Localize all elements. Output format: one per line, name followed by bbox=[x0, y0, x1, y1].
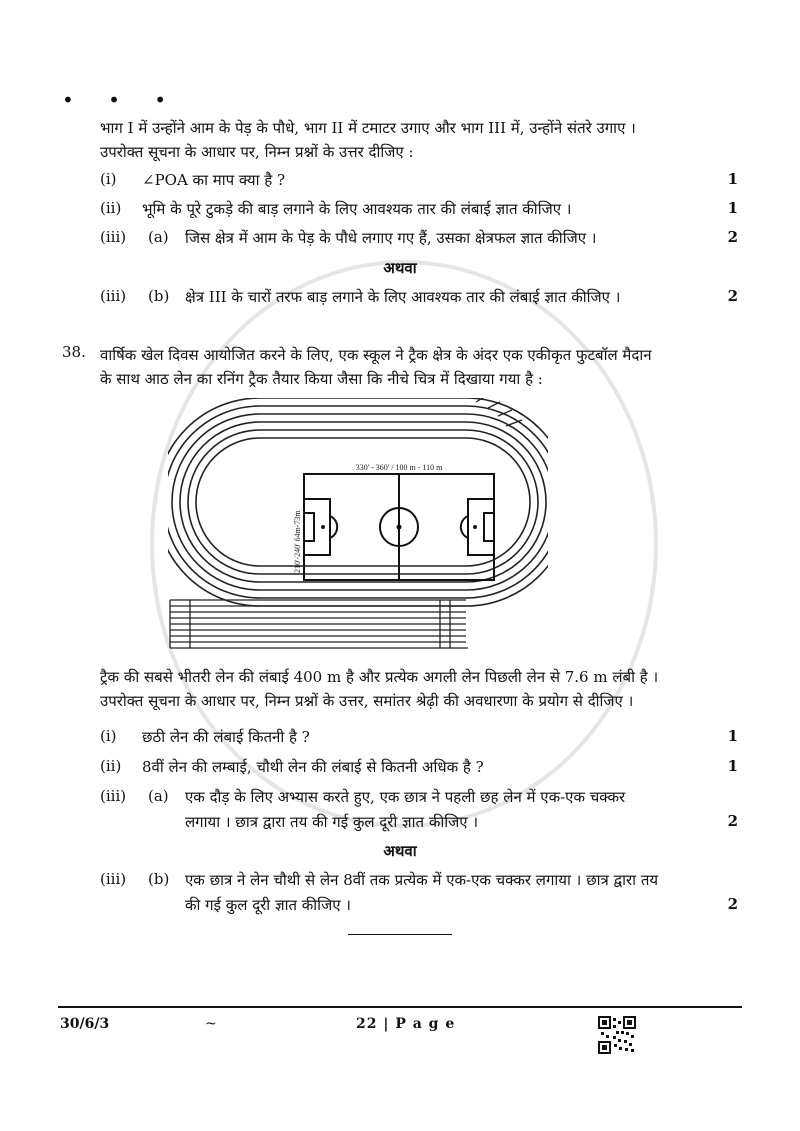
item-marks: 1 bbox=[727, 727, 738, 745]
q37-item-ii bbox=[100, 199, 740, 223]
q37-item-iii-b bbox=[100, 287, 740, 311]
item-number: (iii) bbox=[100, 287, 127, 305]
footer-tilde: ~ bbox=[205, 1016, 217, 1032]
penalty-spot-left bbox=[321, 525, 325, 529]
item-text: भूमि के पूरे टुकड़े की बाड़ लगाने के लिए आवश्यक तार की लंबाई ज्ञात कीजिए । bbox=[142, 200, 572, 218]
item-number: (ii) bbox=[100, 199, 122, 217]
q38-intro bbox=[100, 343, 740, 391]
q38-item-ii bbox=[100, 757, 740, 781]
page-number: 22 | P a g e bbox=[356, 1016, 456, 1032]
item-text-line2: की गई कुल दूरी ज्ञात कीजिए । bbox=[185, 896, 351, 914]
item-number: (i) bbox=[100, 170, 117, 188]
item-sub-number: (a) bbox=[148, 228, 169, 246]
field-width-label: 210'-240' 64m-73m bbox=[293, 510, 302, 573]
header-dots: • • • bbox=[62, 88, 181, 112]
item-text: 8वीं लेन की लम्बाई, चौथी लेन की लंबाई से कितनी अधिक है ? bbox=[142, 758, 484, 776]
q38-item-i bbox=[100, 727, 740, 751]
item-sub-number: (b) bbox=[148, 870, 170, 888]
end-rule bbox=[348, 934, 452, 935]
q37-item-iii-a bbox=[100, 228, 740, 252]
q37-intro-line1: भाग I में उन्होंने आम के पेड़ के पौधे, भाग II में टमाटर उगाए और भाग III में, उन्होंने संतरे उगाए । bbox=[100, 119, 636, 137]
field-length-label: 330' - 360' / 100 m - 110 m bbox=[355, 463, 443, 472]
running-track-figure bbox=[168, 398, 548, 650]
item-text-line2: लगाया । छात्र द्वारा तय की गई कुल दूरी ज्ञात कीजिए । bbox=[185, 813, 479, 831]
q37-item-i bbox=[100, 170, 740, 194]
q38-item-iii-a bbox=[100, 787, 740, 835]
item-number: (iii) bbox=[100, 870, 127, 888]
q38-info bbox=[100, 665, 740, 713]
track-lanes bbox=[168, 398, 548, 606]
item-marks: 1 bbox=[727, 757, 738, 775]
item-text: क्षेत्र III के चारों तरफ बाड़ लगाने के लिए आवश्यक तार की लंबाई ज्ञात कीजिए । bbox=[185, 288, 621, 306]
paper-code: 30/6/3 bbox=[60, 1016, 110, 1032]
qr-code-icon bbox=[598, 1016, 636, 1054]
item-marks: 2 bbox=[727, 895, 738, 913]
straight-lanes bbox=[170, 600, 468, 648]
item-number: (iii) bbox=[100, 228, 127, 246]
item-sub-number: (b) bbox=[148, 287, 170, 305]
item-sub-number: (a) bbox=[148, 787, 169, 805]
item-text: छठी लेन की लंबाई कितनी है ? bbox=[142, 728, 310, 746]
center-spot bbox=[397, 525, 402, 530]
q38-or-label: अथवा bbox=[383, 842, 417, 860]
penalty-spot-right bbox=[473, 525, 477, 529]
item-number: (i) bbox=[100, 727, 117, 745]
item-marks: 2 bbox=[727, 287, 738, 305]
item-text: जिस क्षेत्र में आम के पेड़ के पौधे लगाए गए हैं, उसका क्षेत्रफल ज्ञात कीजिए । bbox=[185, 229, 597, 247]
q38-info-line2: उपरोक्त सूचना के आधार पर, निम्न प्रश्नों के उत्तर, समांतर श्रेढ़ी की अवधारणा के प्रयोग से दीजिए । bbox=[100, 692, 634, 710]
item-text-line1: एक छात्र ने लेन चौथी से लेन 8वीं तक प्रत्येक में एक-एक चक्कर लगाया । छात्र द्वारा तय bbox=[185, 871, 659, 889]
question-number-38: 38. bbox=[62, 343, 86, 361]
footer-rule bbox=[58, 1006, 742, 1008]
q38-item-iii-b bbox=[100, 870, 740, 918]
q38-intro-line2: के साथ आठ लेन का रनिंग ट्रैक तैयार किया जैसा कि नीचे चित्र में दिखाया गया है : bbox=[100, 370, 543, 388]
item-number: (ii) bbox=[100, 757, 122, 775]
item-marks: 1 bbox=[727, 199, 738, 217]
item-marks: 2 bbox=[727, 812, 738, 830]
item-text-line1: एक दौड़ के लिए अभ्यास करते हुए, एक छात्र ने पहली छह लेन में एक-एक चक्कर bbox=[185, 788, 626, 806]
item-number: (iii) bbox=[100, 787, 127, 805]
q37-intro-line2: उपरोक्त सूचना के आधार पर, निम्न प्रश्नों के उत्तर दीजिए : bbox=[100, 143, 414, 161]
q38-intro-line1: वार्षिक खेल दिवस आयोजित करने के लिए, एक स्कूल ने ट्रैक क्षेत्र के अंदर एक एकीकृत फुटबॉल मैदान bbox=[100, 346, 652, 364]
item-text: ∠POA का माप क्या है ? bbox=[142, 171, 286, 189]
item-marks: 1 bbox=[727, 170, 738, 188]
q38-info-line1: ट्रैक की सबसे भीतरी लेन की लंबाई 400 m है और प्रत्येक अगली लेन पिछली लेन से 7.6 m लंबी है । bbox=[100, 668, 659, 686]
q37-intro bbox=[100, 116, 740, 164]
item-marks: 2 bbox=[727, 228, 738, 246]
q37-or-label: अथवा bbox=[383, 259, 417, 277]
